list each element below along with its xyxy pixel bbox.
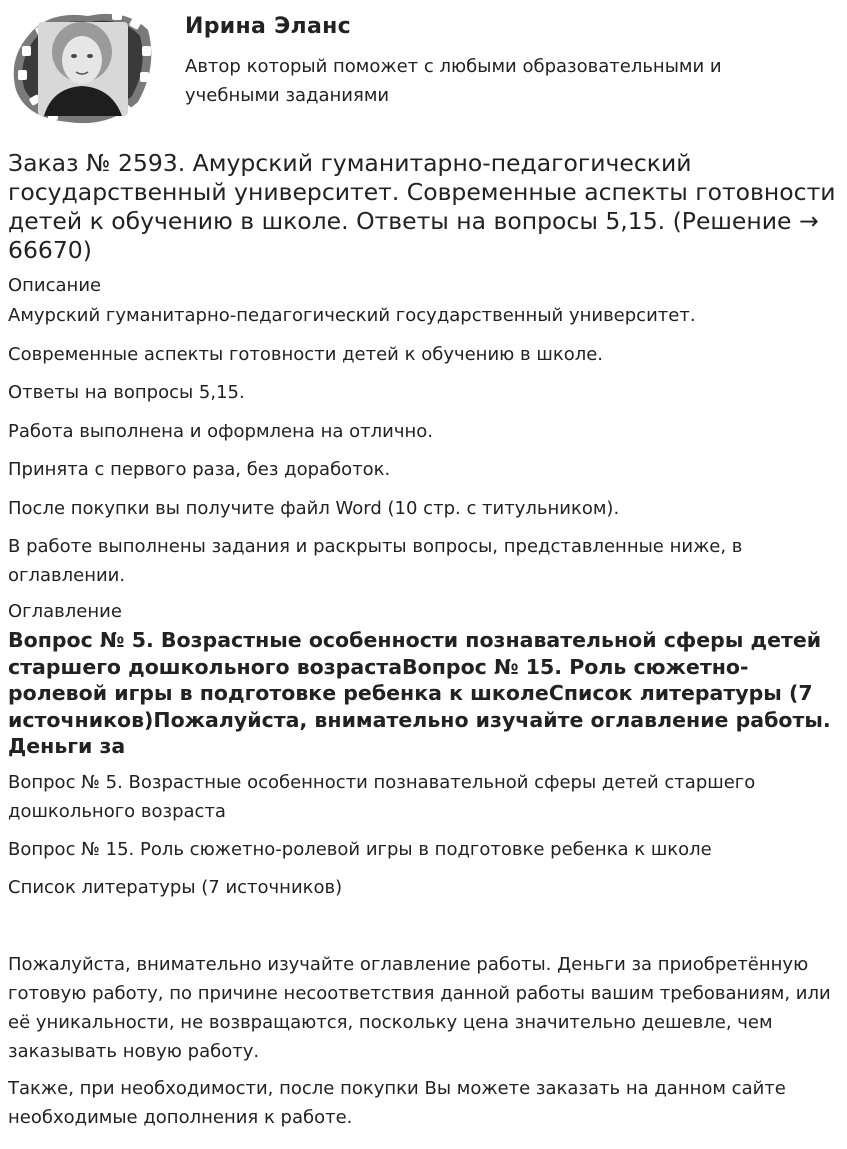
toc-note: Пожалуйста, внимательно изучайте оглавление работы. Деньги за приобретённую готовую работу, по причине несоответствия данной работы вашим требованиям, или её уникальности, не возвращаются, поскольку цена значительно дешевле, чем заказывать новую работу. — [8, 954, 831, 1062]
toc-item: Вопрос № 5. Возрастные особенности познавательной сферы детей старшего дошкольного возраста — [8, 772, 756, 822]
author-bio: Автор который поможет с любыми образовательными и учебными заданиями — [185, 56, 722, 106]
author-card — [8, 6, 838, 131]
toc-label: Оглавление — [8, 601, 122, 622]
description-paragraph: Работа выполнена и оформлена на отлично. — [8, 421, 434, 442]
author-avatar-icon — [8, 6, 156, 128]
toc-item: Список литературы (7 источников) — [8, 877, 343, 898]
description-paragraph: Амурский гуманитарно-педагогический государственный университет. — [8, 305, 696, 326]
toc-bold-summary: Вопрос № 5. Возрастные особенности познавательной сферы детей старшего дошкольного возрастаВопрос № 15. Роль сюжетно-ролевой игры в подготовке ребенка к школеСписок литературы (7 источников)Пожалуйста, внимательно изучайте оглавление работы. Деньги за — [8, 628, 831, 758]
toc-item: Вопрос № 15. Роль сюжетно-ролевой игры в подготовке ребенка к школе — [8, 839, 712, 860]
order-title: Заказ № 2593. Амурский гуманитарно-педагогический государственный университет. Современные аспекты готовности детей к обучению в школе. Ответы на вопросы 5,15. (Решение → 66670) — [8, 149, 836, 264]
description-paragraph: Ответы на вопросы 5,15. — [8, 382, 245, 403]
description-paragraph: Принята с первого раза, без доработок. — [8, 459, 391, 480]
description-label: Описание — [8, 275, 102, 296]
description-paragraph: После покупки вы получите файл Word (10 стр. с титульником). — [8, 498, 620, 519]
description-paragraph: Современные аспекты готовности детей к обучению в школе. — [8, 344, 604, 365]
toc-note: Также, при необходимости, после покупки Вы можете заказать на данном сайте необходимые дополнения к работе. — [8, 1078, 786, 1128]
description-paragraph: В работе выполнены задания и раскрыты вопросы, представленные ниже, в оглавлении. — [8, 536, 743, 586]
author-name[interactable]: Ирина Эланс — [185, 14, 351, 39]
